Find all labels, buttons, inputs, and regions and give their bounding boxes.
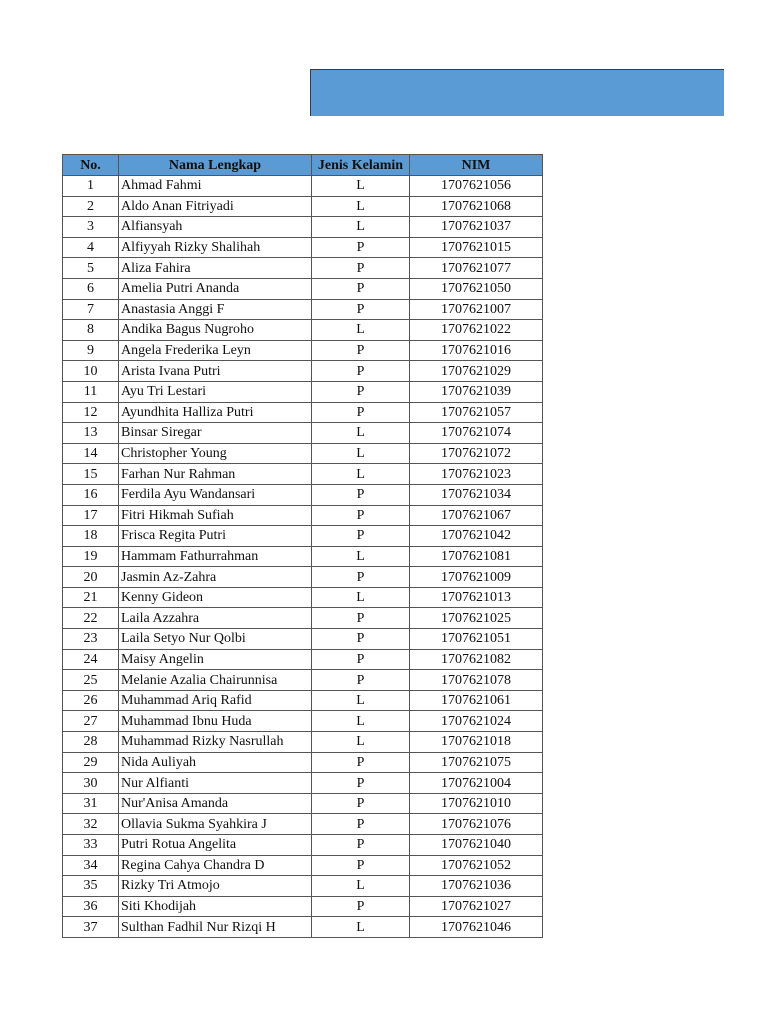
- student-name: Arista Ivana Putri: [119, 361, 312, 382]
- table-body: [63, 176, 543, 938]
- row-number: 8: [63, 320, 119, 341]
- gender: L: [312, 876, 410, 897]
- gender: P: [312, 402, 410, 423]
- gender: P: [312, 505, 410, 526]
- student-name: Aliza Fahira: [119, 258, 312, 279]
- column-header-name: Nama Lengkap: [119, 155, 312, 176]
- gender: P: [312, 649, 410, 670]
- row-number: 20: [63, 567, 119, 588]
- table-row: [63, 505, 543, 526]
- student-name: Aldo Anan Fitriyadi: [119, 196, 312, 217]
- table-row: [63, 258, 543, 279]
- gender: P: [312, 484, 410, 505]
- student-nim: 1707621010: [410, 793, 543, 814]
- header-row: [63, 155, 543, 176]
- row-number: 28: [63, 732, 119, 753]
- gender: P: [312, 526, 410, 547]
- student-name: Ahmad Fahmi: [119, 176, 312, 197]
- student-name: Alfiansyah: [119, 217, 312, 238]
- row-number: 31: [63, 793, 119, 814]
- student-name: Sulthan Fadhil Nur Rizqi H: [119, 917, 312, 938]
- student-name: Farhan Nur Rahman: [119, 464, 312, 485]
- row-number: 2: [63, 196, 119, 217]
- row-number: 21: [63, 587, 119, 608]
- row-number: 10: [63, 361, 119, 382]
- student-nim: 1707621082: [410, 649, 543, 670]
- student-name: Binsar Siregar: [119, 423, 312, 444]
- student-nim: 1707621029: [410, 361, 543, 382]
- table-row: [63, 773, 543, 794]
- student-nim: 1707621009: [410, 567, 543, 588]
- row-number: 4: [63, 237, 119, 258]
- table-row: [63, 196, 543, 217]
- gender: P: [312, 629, 410, 650]
- row-number: 5: [63, 258, 119, 279]
- gender: L: [312, 587, 410, 608]
- table-row: [63, 752, 543, 773]
- table-row: [63, 217, 543, 238]
- table-row: [63, 896, 543, 917]
- row-number: 30: [63, 773, 119, 794]
- table-row: [63, 876, 543, 897]
- student-nim: 1707621056: [410, 176, 543, 197]
- table-row: [63, 381, 543, 402]
- table-row: [63, 237, 543, 258]
- student-nim: 1707621022: [410, 320, 543, 341]
- student-name: Nur Alfianti: [119, 773, 312, 794]
- student-nim: 1707621051: [410, 629, 543, 650]
- student-nim: 1707621025: [410, 608, 543, 629]
- row-number: 3: [63, 217, 119, 238]
- gender: P: [312, 608, 410, 629]
- row-number: 15: [63, 464, 119, 485]
- student-name: Christopher Young: [119, 443, 312, 464]
- table-row: [63, 711, 543, 732]
- gender: L: [312, 423, 410, 444]
- gender: P: [312, 237, 410, 258]
- student-name: Muhammad Rizky Nasrullah: [119, 732, 312, 753]
- gender: L: [312, 546, 410, 567]
- table-row: [63, 917, 543, 938]
- student-nim: 1707621057: [410, 402, 543, 423]
- row-number: 12: [63, 402, 119, 423]
- row-number: 26: [63, 690, 119, 711]
- student-name: Anastasia Anggi F: [119, 299, 312, 320]
- student-name: Rizky Tri Atmojo: [119, 876, 312, 897]
- table-row: [63, 423, 543, 444]
- row-number: 27: [63, 711, 119, 732]
- row-number: 14: [63, 443, 119, 464]
- table-row: [63, 814, 543, 835]
- table-row: [63, 176, 543, 197]
- student-nim: 1707621007: [410, 299, 543, 320]
- gender: L: [312, 711, 410, 732]
- student-name: Muhammad Ariq Rafid: [119, 690, 312, 711]
- table-row: [63, 402, 543, 423]
- gender: L: [312, 320, 410, 341]
- gender: P: [312, 752, 410, 773]
- row-number: 24: [63, 649, 119, 670]
- table-row: [63, 670, 543, 691]
- gender: L: [312, 217, 410, 238]
- row-number: 23: [63, 629, 119, 650]
- gender: P: [312, 361, 410, 382]
- student-name: Fitri Hikmah Sufiah: [119, 505, 312, 526]
- table-row: [63, 320, 543, 341]
- row-number: 16: [63, 484, 119, 505]
- student-name: Angela Frederika Leyn: [119, 340, 312, 361]
- student-name: Ayundhita Halliza Putri: [119, 402, 312, 423]
- student-nim: 1707621081: [410, 546, 543, 567]
- table-row: [63, 526, 543, 547]
- student-name: Muhammad Ibnu Huda: [119, 711, 312, 732]
- row-number: 25: [63, 670, 119, 691]
- table-row: [63, 649, 543, 670]
- student-nim: 1707621078: [410, 670, 543, 691]
- student-name: Ayu Tri Lestari: [119, 381, 312, 402]
- table-row: [63, 484, 543, 505]
- gender: P: [312, 896, 410, 917]
- student-name: Hammam Fathurrahman: [119, 546, 312, 567]
- row-number: 1: [63, 176, 119, 197]
- row-number: 35: [63, 876, 119, 897]
- table-row: [63, 340, 543, 361]
- gender: L: [312, 196, 410, 217]
- row-number: 13: [63, 423, 119, 444]
- student-name: Ollavia Sukma Syahkira J: [119, 814, 312, 835]
- student-nim: 1707621076: [410, 814, 543, 835]
- row-number: 6: [63, 278, 119, 299]
- gender: P: [312, 835, 410, 856]
- gender: P: [312, 258, 410, 279]
- row-number: 29: [63, 752, 119, 773]
- student-nim: 1707621016: [410, 340, 543, 361]
- column-header-no: No.: [63, 155, 119, 176]
- row-number: 11: [63, 381, 119, 402]
- gender: L: [312, 732, 410, 753]
- student-nim: 1707621042: [410, 526, 543, 547]
- student-nim: 1707621046: [410, 917, 543, 938]
- student-nim: 1707621052: [410, 855, 543, 876]
- student-roster-table: [62, 154, 543, 938]
- row-number: 22: [63, 608, 119, 629]
- row-number: 33: [63, 835, 119, 856]
- row-number: 32: [63, 814, 119, 835]
- gender: P: [312, 793, 410, 814]
- gender: L: [312, 176, 410, 197]
- student-nim: 1707621067: [410, 505, 543, 526]
- table-row: [63, 464, 543, 485]
- gender: P: [312, 567, 410, 588]
- row-number: 37: [63, 917, 119, 938]
- row-number: 17: [63, 505, 119, 526]
- column-header-nim: NIM: [410, 155, 543, 176]
- student-name: Jasmin Az-Zahra: [119, 567, 312, 588]
- row-number: 9: [63, 340, 119, 361]
- table-row: [63, 443, 543, 464]
- student-name: Siti Khodijah: [119, 896, 312, 917]
- gender: P: [312, 855, 410, 876]
- table-header: [63, 155, 543, 176]
- table-row: [63, 732, 543, 753]
- table-row: [63, 587, 543, 608]
- column-header-gender: Jenis Kelamin: [312, 155, 410, 176]
- gender: P: [312, 299, 410, 320]
- student-nim: 1707621075: [410, 752, 543, 773]
- table-row: [63, 567, 543, 588]
- table-row: [63, 835, 543, 856]
- student-nim: 1707621013: [410, 587, 543, 608]
- student-name: Regina Cahya Chandra D: [119, 855, 312, 876]
- table-row: [63, 855, 543, 876]
- student-name: Maisy Angelin: [119, 649, 312, 670]
- student-nim: 1707621018: [410, 732, 543, 753]
- student-nim: 1707621074: [410, 423, 543, 444]
- table-row: [63, 608, 543, 629]
- student-name: Kenny Gideon: [119, 587, 312, 608]
- student-nim: 1707621039: [410, 381, 543, 402]
- row-number: 19: [63, 546, 119, 567]
- student-name: Laila Setyo Nur Qolbi: [119, 629, 312, 650]
- student-nim: 1707621040: [410, 835, 543, 856]
- table-row: [63, 299, 543, 320]
- student-name: Alfiyyah Rizky Shalihah: [119, 237, 312, 258]
- gender: L: [312, 917, 410, 938]
- table-row: [63, 793, 543, 814]
- gender: P: [312, 773, 410, 794]
- row-number: 18: [63, 526, 119, 547]
- student-nim: 1707621015: [410, 237, 543, 258]
- student-nim: 1707621023: [410, 464, 543, 485]
- student-nim: 1707621061: [410, 690, 543, 711]
- student-nim: 1707621034: [410, 484, 543, 505]
- row-number: 36: [63, 896, 119, 917]
- gender: P: [312, 670, 410, 691]
- student-name: Amelia Putri Ananda: [119, 278, 312, 299]
- table-row: [63, 546, 543, 567]
- student-name: Frisca Regita Putri: [119, 526, 312, 547]
- student-nim: 1707621027: [410, 896, 543, 917]
- gender: L: [312, 443, 410, 464]
- table-row: [63, 361, 543, 382]
- gender: L: [312, 690, 410, 711]
- student-name: Melanie Azalia Chairunnisa: [119, 670, 312, 691]
- table-row: [63, 690, 543, 711]
- student-nim: 1707621037: [410, 217, 543, 238]
- row-number: 7: [63, 299, 119, 320]
- table-row: [63, 629, 543, 650]
- student-name: Andika Bagus Nugroho: [119, 320, 312, 341]
- student-name: Ferdila Ayu Wandansari: [119, 484, 312, 505]
- student-name: Nida Auliyah: [119, 752, 312, 773]
- gender: P: [312, 814, 410, 835]
- student-nim: 1707621072: [410, 443, 543, 464]
- student-nim: 1707621004: [410, 773, 543, 794]
- row-number: 34: [63, 855, 119, 876]
- table-row: [63, 278, 543, 299]
- student-nim: 1707621077: [410, 258, 543, 279]
- student-name: Laila Azzahra: [119, 608, 312, 629]
- gender: P: [312, 381, 410, 402]
- student-nim: 1707621024: [410, 711, 543, 732]
- title-banner: [310, 69, 724, 116]
- gender: L: [312, 464, 410, 485]
- gender: P: [312, 340, 410, 361]
- student-name: Nur'Anisa Amanda: [119, 793, 312, 814]
- student-nim: 1707621036: [410, 876, 543, 897]
- student-nim: 1707621050: [410, 278, 543, 299]
- gender: P: [312, 278, 410, 299]
- student-name: Putri Rotua Angelita: [119, 835, 312, 856]
- student-nim: 1707621068: [410, 196, 543, 217]
